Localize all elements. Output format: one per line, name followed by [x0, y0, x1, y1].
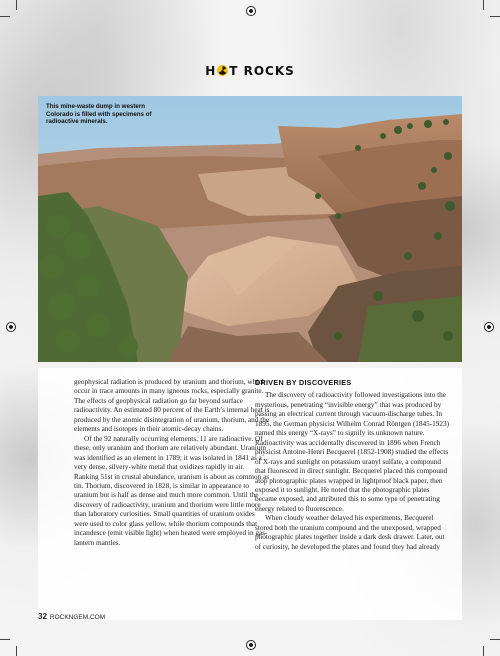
trim-line	[483, 646, 484, 656]
photo-caption: This mine-waste dump in western Colorado is filled with specimens of radioactive minerals.	[46, 103, 152, 126]
registration-mark-left	[6, 322, 16, 332]
trim-line	[0, 639, 10, 640]
trim-line	[490, 16, 500, 17]
radiation-icon	[217, 65, 228, 76]
trim-line	[483, 0, 484, 10]
trim-line	[490, 639, 500, 640]
site-name: ROCKNGEM.COM	[49, 614, 106, 621]
registration-mark-top	[246, 6, 256, 16]
paragraph: geophysical radiation is produced by uranium and thorium, which occur in trace amounts in many igneous rocks, especially granite. The effects of geophysical radiation go far beyond surface radioactivity. An estimated 80 percent of the Earth’s internal heat is produced by the atomic disintegration of uranium, thorium, and the elements and isotopes in their atomic-decay chains.	[74, 378, 270, 434]
page-folio	[38, 612, 105, 621]
header-title-part1: H	[205, 64, 217, 78]
article-column-right	[255, 378, 451, 552]
paragraph: The discovery of radioactivity followed investigations into the mysterious, penetrating “invisible energy” that was produced by passing an electrical current through vacuum-discharge tubes. In 1895, the German physicist Wilhelm Conrad Röntgen (1845-1923) named this energy “X-rays” to signify its unknown nature. Radioactivity was accidentally discovered in 1896 when French physicist Antoine-Henri Becquerel (1852-1908) studied the effects of X-rays and sunlight on potassium uranyl sulfate, a compound that fluoresced in direct sunlight. Becquerel placed this compound atop photographic plates wrapped in lightproof black paper, then exposed it to sunlight. He noted that the photographic plates became exposed, and attributed this to some type of penetrating energy related to fluorescence.	[255, 391, 450, 513]
section-header	[0, 64, 500, 78]
trim-line	[16, 646, 17, 656]
trim-line	[0, 16, 10, 17]
registration-mark-right	[484, 322, 494, 332]
mine-dump-photo	[38, 96, 462, 362]
registration-mark-bottom	[246, 640, 256, 650]
trim-line	[16, 0, 17, 10]
section-subhead: DRIVEN BY DISCOVERIES	[255, 378, 352, 387]
header-title-part2: T ROCKS	[229, 64, 295, 78]
page-number: 32	[38, 612, 47, 621]
paragraph: When cloudy weather delayed his experiments, Becquerel stored both the uranium compound and the unexposed, wrapped photographic plates together inside a dark desk drawer. Later, out of curiosity, he developed the plates and found they had already	[255, 514, 445, 551]
article-column-left	[74, 378, 270, 548]
paragraph: Of the 92 naturally occurring elements, 11 are radioactive. Of these, only uranium and thorium are relatively abundant. Uranium was identified as an element in 1789; it was isolated in 1841 as a very dense, silvery-white metal that oxidizes rapidly in air. Ranking 51st in crustal abundance, uranium is about as common as tin. Thorium, discovered in 1828, is similar in appearance to uranium but is half as dense and much more common. Until the discovery of radioactivity, uranium and thorium were little more than laboratory curiosities. Small quantities of uranium oxides were used to color glass yellow, while thorium compounds that incandesce (emit visible light) when heated were employed in gas-lantern mantles.	[74, 434, 270, 547]
